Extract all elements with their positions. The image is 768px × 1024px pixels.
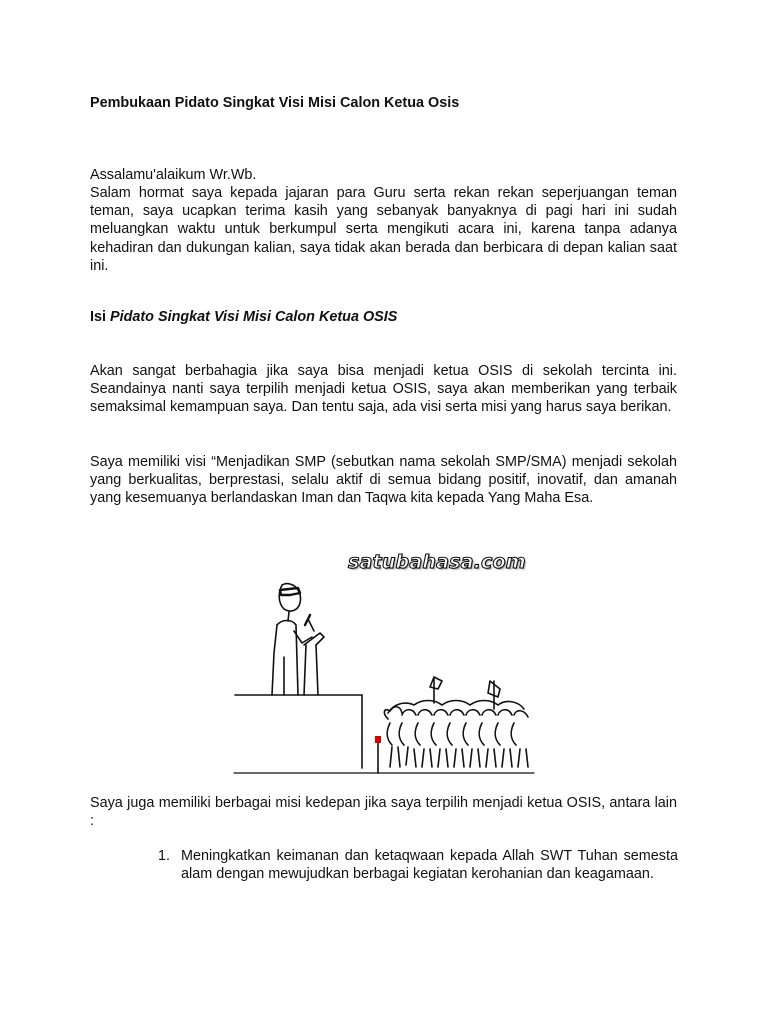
speaker-crowd-drawing: [232, 553, 536, 775]
greeting-text: Assalamu'alaikum Wr.Wb.: [90, 167, 257, 183]
list-item-text: Meningkatkan keimanan dan ketaqwaan kepada Allah SWT Tuhan semesta alam dengan mewujudkan berbagai kegiatan kerohanian dan keagamaan.: [181, 848, 678, 883]
heading-content-prefix: Isi: [90, 309, 110, 325]
heading-content-title: Pidato Singkat Visi Misi Calon Ketua OSIS: [110, 309, 398, 325]
speech-illustration: [232, 553, 536, 775]
list-item-number: 1.: [158, 848, 171, 864]
heading-content: [90, 308, 677, 326]
mission-list: [158, 847, 678, 883]
paragraph-vision: Saya memiliki visi “Menjadikan SMP (sebutkan nama sekolah SMP/SMA) menjadi sekolah yang berkualitas, berprestasi, selalu aktif di semua bidang positif, inovatif, dan amanah yang kesemuanya berlandaskan Iman dan Taqwa kita kepada Yang Maha Esa.: [90, 454, 677, 507]
heading-opening: Pembukaan Pidato Singkat Visi Misi Calon Ketua Osis: [90, 95, 460, 111]
paragraph-hope: Akan sangat berbahagia jika saya bisa menjadi ketua OSIS di sekolah tercinta ini. Seandainya nanti saya terpilih menjadi ketua OSIS, saya akan memberikan yang terbaik semaksimal kemampuan saya. Dan tentu saja, ada visi serta misi yang harus saya berikan.: [90, 363, 677, 416]
paragraph-opening: Salam hormat saya kepada jajaran para Guru serta rekan rekan seperjuangan teman teman, saya ucapkan terima kasih yang sebanyak banyaknya di pagi hari ini sudah meluangkan waktu untuk berkumpul serta mengikuti acara ini, karena tanpa adanya kehadiran dan dukungan kalian, saya tidak akan berada dan berbicara di depan kalian saat ini.: [90, 185, 677, 274]
paragraph-mission-intro: Saya juga memiliki berbagai misi kedepan jika saya terpilih menjadi ketua OSIS, antara lain :: [90, 795, 677, 830]
red-marker: [375, 736, 381, 743]
list-item: [158, 847, 678, 883]
image-watermark: satubahasa.com: [348, 551, 526, 573]
